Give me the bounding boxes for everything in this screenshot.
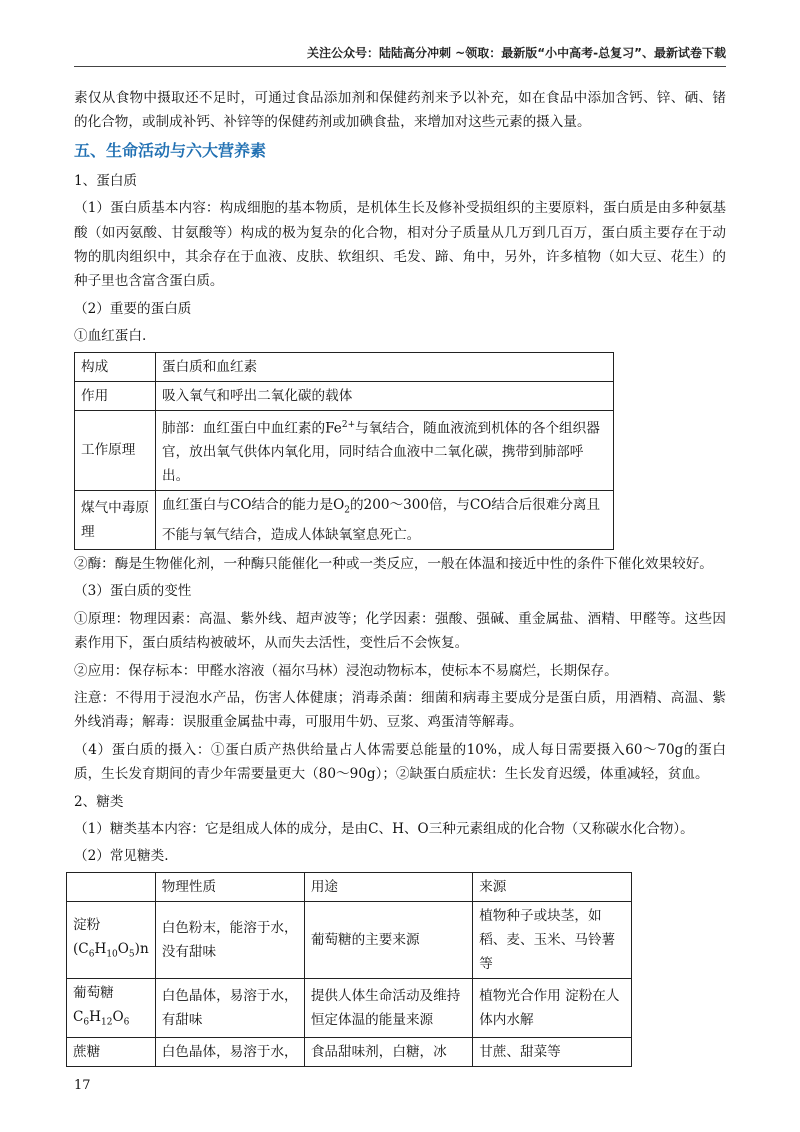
sugar-basic-paragraph: （1）糖类基本内容：它是组成人体的成分，是由C、H、O三种元素组成的化合物（又称碳水化合物）。 (74, 820, 694, 837)
principle-paragraph: ①原理：物理因素：高温、紫外线、超声波等；化学因素：强酸、强碱、重金属盐、酒精、甲醛等。这些因素作用下，蛋白质结构被破坏，从而失去活性，变性后不会恢复。 (74, 610, 726, 652)
table-cell: 植物种子或块茎，如稻、麦、玉米、马铃薯等 (473, 901, 632, 978)
sugar-name-cell (67, 1037, 156, 1066)
sugar-table (66, 872, 632, 1067)
protein-heading: 1、蛋白质 (74, 172, 138, 189)
table-cell-key: 作用 (75, 381, 156, 410)
sugar-name-cell (67, 901, 156, 978)
table-cell-key: 煤气中毒原理 (75, 491, 156, 550)
denature-heading: （3）蛋白质的变性 (74, 583, 192, 600)
table-cell: 白色晶体，易溶于水， (155, 1037, 304, 1066)
intake-paragraph: （4）蛋白质的摄入：①蛋白质产热供给量占人体需要总能量的10%，成人每日需要摄入60～70g的蛋白质，生长发育期间的青少年需要量更大（80～90g）；②缺蛋白质症状：生长发育迟缓，体重减轻，贫血。 (74, 741, 726, 783)
table-row (67, 1037, 632, 1066)
table-header-row (67, 872, 632, 901)
sugar-name-cell (67, 978, 156, 1037)
superscript: 2+ (341, 419, 356, 430)
sugar-name: 蔗糖 (73, 1043, 101, 1060)
sugar-name: 葡萄糖 (73, 984, 114, 1001)
table-row (67, 978, 632, 1037)
cell-text: 血红蛋白与CO结合的能力是O (162, 497, 345, 514)
table-cell-value: 蛋白质和血红素 (156, 352, 614, 381)
cell-text: 的200～300倍，与CO结合后很难分离且不能与氧气结合，造成人体缺氧窒息死亡。 (162, 497, 601, 543)
table-row (75, 491, 614, 550)
table-row (75, 410, 614, 491)
intro-paragraph: 素仅从食物中摄取还不足时，可通过食品添加剂和保健药剂来予以补充，如在食品中添加含钙、锌、硒、锗的化合物，或制成补钙、补锌等的保健药剂或加碘食盐，来增加对这些元素的摄入量。 (74, 90, 726, 131)
subscript: 2 (344, 505, 350, 516)
sugar-common-heading: （2）常见糖类. (74, 848, 169, 865)
header-divider (74, 66, 726, 67)
note-paragraph: 注意：不得用于浸泡水产品，伤害人体健康；消毒杀菌：细菌和病毒主要成分是蛋白质，用酒精、高温、紫外线消毒；解毒：误服重金属盐中毒，可服用牛奶、豆浆、鸡蛋清等解毒。 (74, 689, 726, 731)
table-cell: 提供人体生命活动及维持恒定体温的能量来源 (304, 978, 472, 1037)
protein-basic-paragraph: （1）蛋白质基本内容：构成细胞的基本物质，是机体生长及修补受损组织的主要原料，蛋白质是由多种氨基酸（如丙氨酸、甘氨酸等）构成的极为复杂的化合物，相对分子质量从几万到几百万，蛋白质主要存在于动物的肌肉组织中，其余存在于血液、皮肤、软组织、毛发、蹄、角中，另外，许多植物（如大豆、花生）的种子里也含富含蛋白质。 (74, 200, 726, 290)
sugar-heading: 2、糖类 (74, 793, 124, 810)
table-cell-value (156, 410, 614, 491)
table-cell-key: 构成 (75, 352, 156, 381)
page-number: 17 (74, 1078, 91, 1093)
cell-text: 肺部：血红蛋白中血红素的Fe (162, 420, 342, 437)
table-cell-key: 工作原理 (75, 410, 156, 491)
table-cell: 白色粉末，能溶于水，没有甜味 (155, 901, 304, 978)
table-cell: 植物光合作用 淀粉在人体内水解 (473, 978, 632, 1037)
section-title: 五、生命活动与六大营养素 (74, 140, 267, 160)
sugar-formula: $(C_6H_{10}O_5)n$ (73, 940, 149, 960)
table-cell: 甘蔗、甜菜等 (473, 1037, 632, 1066)
sugar-formula: $C_6H_{12}O_6$ (73, 1008, 130, 1028)
document-body (74, 86, 726, 1067)
column-header: 用途 (304, 872, 472, 901)
table-cell-value (156, 491, 614, 550)
application-paragraph: ②应用：保存标本：甲醛水溶液（福尔马林）浸泡动物标本，使标本不易腐烂，长期保存。 (74, 662, 618, 679)
column-header: 来源 (473, 872, 632, 901)
table-cell: 白色晶体，易溶于水，有甜味 (155, 978, 304, 1037)
hemoglobin-table (74, 352, 614, 550)
column-header (67, 872, 156, 901)
table-cell: 葡萄糖的主要来源 (304, 901, 472, 978)
column-header: 物理性质 (155, 872, 304, 901)
table-row (75, 381, 614, 410)
table-row (67, 901, 632, 978)
table-cell: 食品甜味剂，白糖，冰 (304, 1037, 472, 1066)
page-header: 关注公众号：陆陆高分冲刺 ~领取：最新版“小中高考-总复习”、最新试卷下载 (307, 46, 726, 60)
sugar-name: 淀粉 (73, 916, 101, 933)
table-row (75, 352, 614, 381)
enzyme-paragraph: ②酶：酶是生物催化剂，一种酶只能催化一种或一类反应，一般在体温和接近中性的条件下催化效果较好。 (74, 555, 713, 572)
protein-important-heading: （2）重要的蛋白质 (74, 300, 192, 317)
table-cell-value: 吸入氧气和呼出二氧化碳的载体 (156, 381, 614, 410)
cell-text: 与氧结合，随血液流到机体的各个组织器官，放出氧气供体内氧化用，同时结合血液中二氧化碳，携带到肺部呼出。 (162, 420, 600, 485)
hemoglobin-label: ①血红蛋白. (74, 328, 147, 345)
